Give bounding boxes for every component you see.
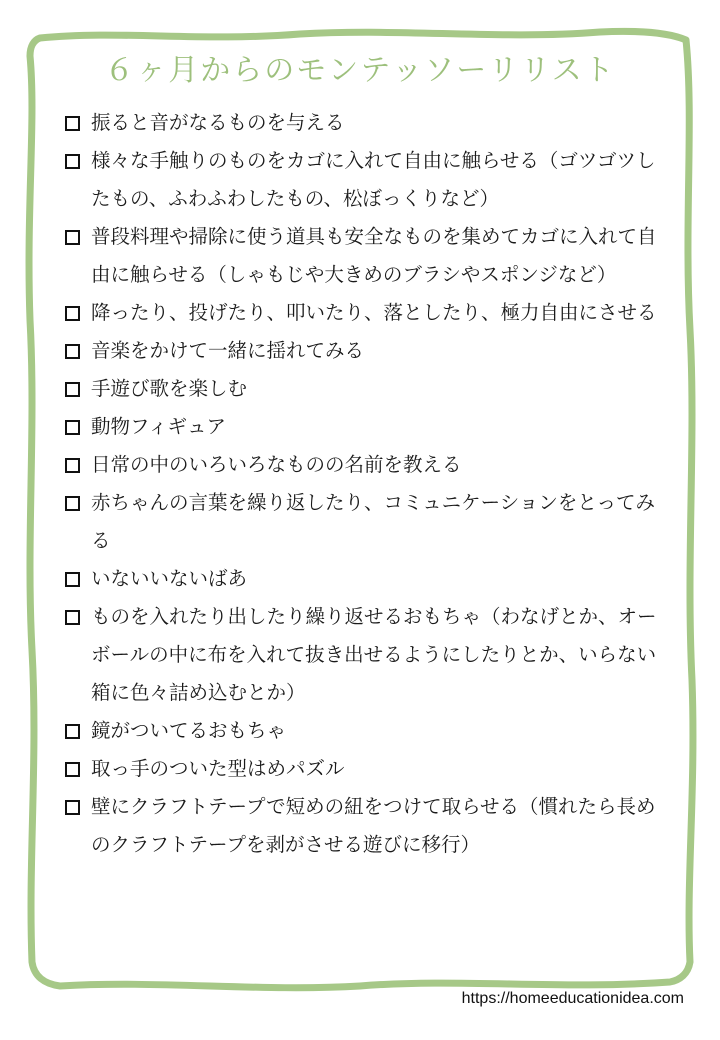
checklist-item-label: 壁にクラフトテープで短めの紐をつけて取らせる（慣れたら長めのクラフトテープを剥がさせる遊びに移行） — [91, 795, 656, 856]
checklist-item — [28, 788, 692, 864]
checkbox-icon[interactable] — [65, 230, 80, 245]
checklist-item — [28, 446, 692, 484]
checklist-item — [28, 712, 692, 750]
checkbox-icon[interactable] — [65, 800, 80, 815]
page-title: ６ヶ月からのモンテッソーリリスト — [104, 53, 616, 88]
checkbox-icon[interactable] — [65, 344, 80, 359]
checklist-item-label: 赤ちゃんの言葉を繰り返したり、コミュニケーションをとってみる — [91, 491, 655, 552]
checkbox-icon[interactable] — [65, 154, 80, 169]
checkbox-icon[interactable] — [65, 306, 80, 321]
footer-url: https://homeeducationidea.com — [461, 990, 684, 1007]
checklist-item-label: 降ったり、投げたり、叩いたり、落としたり、極力自由にさせる — [91, 301, 657, 324]
checklist-card — [28, 36, 692, 984]
checkbox-icon[interactable] — [65, 610, 80, 625]
checklist-item — [28, 560, 692, 598]
checklist-item — [28, 750, 692, 788]
checklist-item-label: 振ると音がなるものを与える — [91, 111, 345, 134]
checklist-item — [28, 294, 692, 332]
checklist-item — [28, 332, 692, 370]
checklist-item — [28, 408, 692, 446]
checklist-item-label: 鏡がついてるおもちゃ — [91, 719, 287, 742]
checkbox-icon[interactable] — [65, 762, 80, 777]
checklist-item-label: 手遊び歌を楽しむ — [91, 377, 248, 400]
checkbox-icon[interactable] — [65, 496, 80, 511]
checklist-item — [28, 370, 692, 408]
checklist-item — [28, 142, 692, 218]
checkbox-icon[interactable] — [65, 382, 80, 397]
checklist-item-label: 様々な手触りのものをカゴに入れて自由に触らせる（ゴツゴツしたもの、ふわふわしたもの、松ぼっくりなど） — [91, 149, 656, 210]
checklist-item-label: ものを入れたり出したり繰り返せるおもちゃ（わなげとか、オーボールの中に布を入れて抜き出せるようにしたりとか、いらない箱に色々詰め込むとか） — [91, 605, 657, 704]
checkbox-icon[interactable] — [65, 572, 80, 587]
checkbox-icon[interactable] — [65, 116, 80, 131]
checklist-item — [28, 598, 692, 712]
checklist-item-label: 音楽をかけて一緒に揺れてみる — [91, 339, 365, 362]
checklist-item — [28, 104, 692, 142]
checklist-item — [28, 218, 692, 294]
checklist-item-label: 日常の中のいろいろなものの名前を教える — [91, 453, 462, 476]
checkbox-icon[interactable] — [65, 458, 80, 473]
checklist-item-label: 取っ手のついた型はめパズル — [91, 757, 345, 780]
checklist-item-label: 動物フィギュア — [91, 415, 226, 438]
checkbox-icon[interactable] — [65, 420, 80, 435]
checklist-item-label: 普段料理や掃除に使う道具も安全なものを集めてカゴに入れて自由に触らせる（しゃもじや大きめのブラシやスポンジなど） — [91, 225, 657, 286]
checklist — [28, 104, 692, 864]
checklist-item — [28, 484, 692, 560]
checklist-item-label: いないいないばあ — [91, 567, 248, 590]
checkbox-icon[interactable] — [65, 724, 80, 739]
